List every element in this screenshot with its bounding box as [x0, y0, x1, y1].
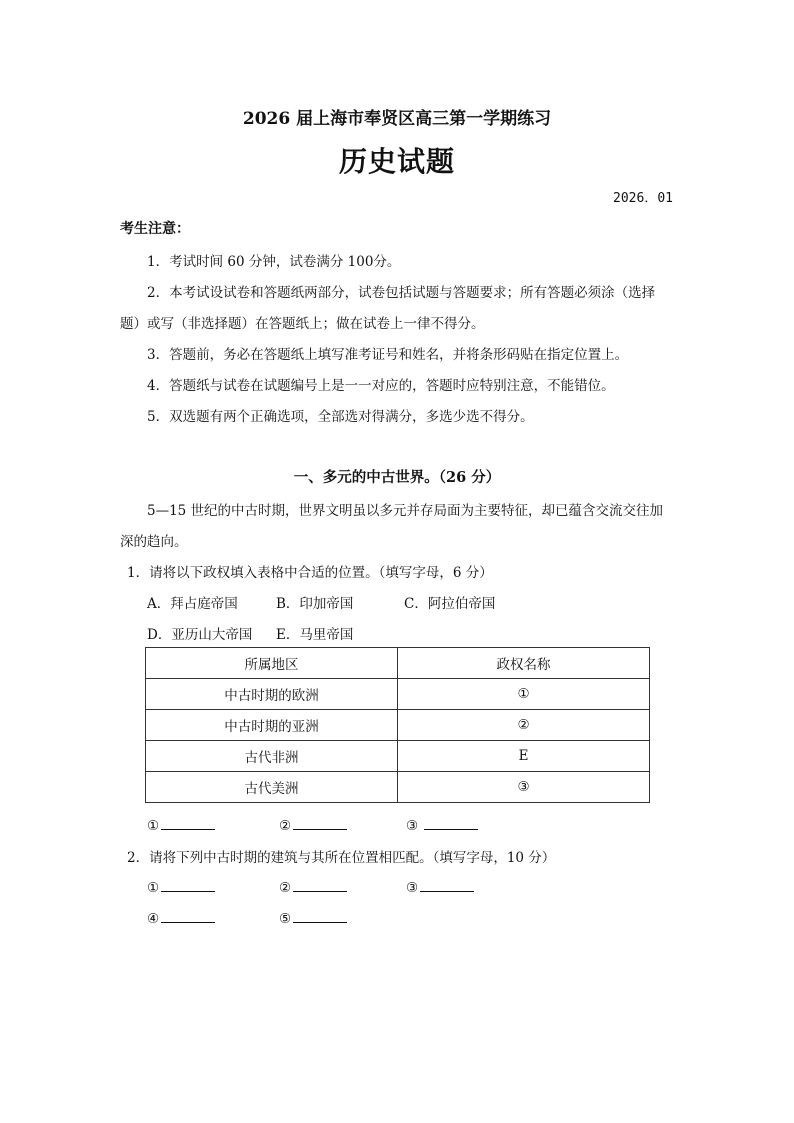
q1-answer-1	[147, 815, 215, 834]
answer-label: ④	[147, 911, 160, 927]
answer-blank[interactable]	[161, 815, 215, 830]
q2-answer-1	[147, 877, 215, 896]
table-cell-regime: ②	[398, 710, 650, 741]
answer-label: ③	[406, 880, 419, 896]
question-2-stem: 2．请将下列中古时期的建筑与其所在位置相匹配。（填写字母，10 分）	[127, 850, 556, 866]
exam-title: 历史试题	[338, 145, 455, 178]
table-cell-region: 古代非洲	[146, 741, 398, 772]
q2-answer-3	[406, 877, 474, 896]
q2-answer-5	[279, 908, 347, 927]
q1-answer-2	[279, 815, 347, 834]
section-title: 一、多元的中古世界。（26 分）	[293, 469, 501, 486]
notice-item-5: 5．双选题有两个正确选项，全部选对得满分，多选少选不得分。	[147, 409, 534, 425]
answer-blank[interactable]	[161, 908, 215, 923]
notice-title: 考生注意：	[120, 221, 190, 237]
answer-blank[interactable]	[420, 877, 474, 892]
table-row	[146, 772, 650, 803]
option-e: E．马里帝国	[276, 627, 354, 643]
answer-label: ①	[147, 880, 160, 896]
q1-answer-3	[406, 815, 478, 834]
table-cell-region: 中古时期的欧洲	[146, 679, 398, 710]
notice-item-1: 1．考试时间 60 分钟，试卷满分 100分。	[147, 254, 401, 270]
notice-item-4: 4．答题纸与试卷在试题编号上是一一对应的，答题时应特别注意，不能错位。	[147, 378, 615, 394]
answer-blank[interactable]	[424, 815, 478, 830]
table-header-region: 所属地区	[146, 648, 398, 679]
exam-date: 2026．01	[613, 191, 673, 206]
answer-blank[interactable]	[293, 877, 347, 892]
notice-item-2: 2．本考试设试卷和答题纸两部分，试卷包括试题与答题要求；所有答题必须涂（选择	[147, 285, 656, 301]
table-cell-regime: ①	[398, 679, 650, 710]
option-b: B．印加帝国	[276, 596, 354, 612]
table-row	[146, 741, 650, 772]
option-d: D．亚历山大帝国	[147, 627, 253, 643]
section-intro-line2: 深的趋向。	[120, 534, 188, 550]
table-row	[146, 679, 650, 710]
question-1-stem: 1．请将以下政权填入表格中合适的位置。（填写字母，6 分）	[127, 565, 493, 581]
answer-label: ②	[279, 818, 292, 834]
table-cell-regime: E	[398, 741, 650, 772]
answer-blank[interactable]	[161, 877, 215, 892]
notice-item-3: 3．答题前，务必在答题纸上填写准考证号和姓名，并将条形码贴在指定位置上。	[147, 347, 629, 363]
table-cell-region: 中古时期的亚洲	[146, 710, 398, 741]
section-intro-line1: 5—15 世纪的中古时期，世界文明虽以多元并存局面为主要特征，却已蕴含交流交往加	[147, 503, 664, 519]
answer-label: ②	[279, 880, 292, 896]
answer-label: ⑤	[279, 911, 292, 927]
table-header-regime: 政权名称	[398, 648, 650, 679]
answer-blank[interactable]	[293, 815, 347, 830]
answer-blank[interactable]	[293, 908, 347, 923]
table-cell-region: 古代美洲	[146, 772, 398, 803]
answer-label: ①	[147, 818, 160, 834]
table-row	[146, 710, 650, 741]
q2-answer-2	[279, 877, 347, 896]
table-cell-regime: ③	[398, 772, 650, 803]
option-c: C．阿拉伯帝国	[404, 596, 496, 612]
option-a: A．拜占庭帝国	[147, 596, 238, 612]
table-header-row	[146, 648, 650, 679]
exam-subtitle: 2026 届上海市奉贤区高三第一学期练习	[242, 109, 552, 129]
regime-table	[145, 647, 650, 803]
notice-item-2-cont: 题）或写（非选择题）在答题纸上；做在试卷上一律不得分。	[120, 316, 485, 332]
q2-answer-4	[147, 908, 215, 927]
answer-label: ③	[406, 818, 419, 834]
